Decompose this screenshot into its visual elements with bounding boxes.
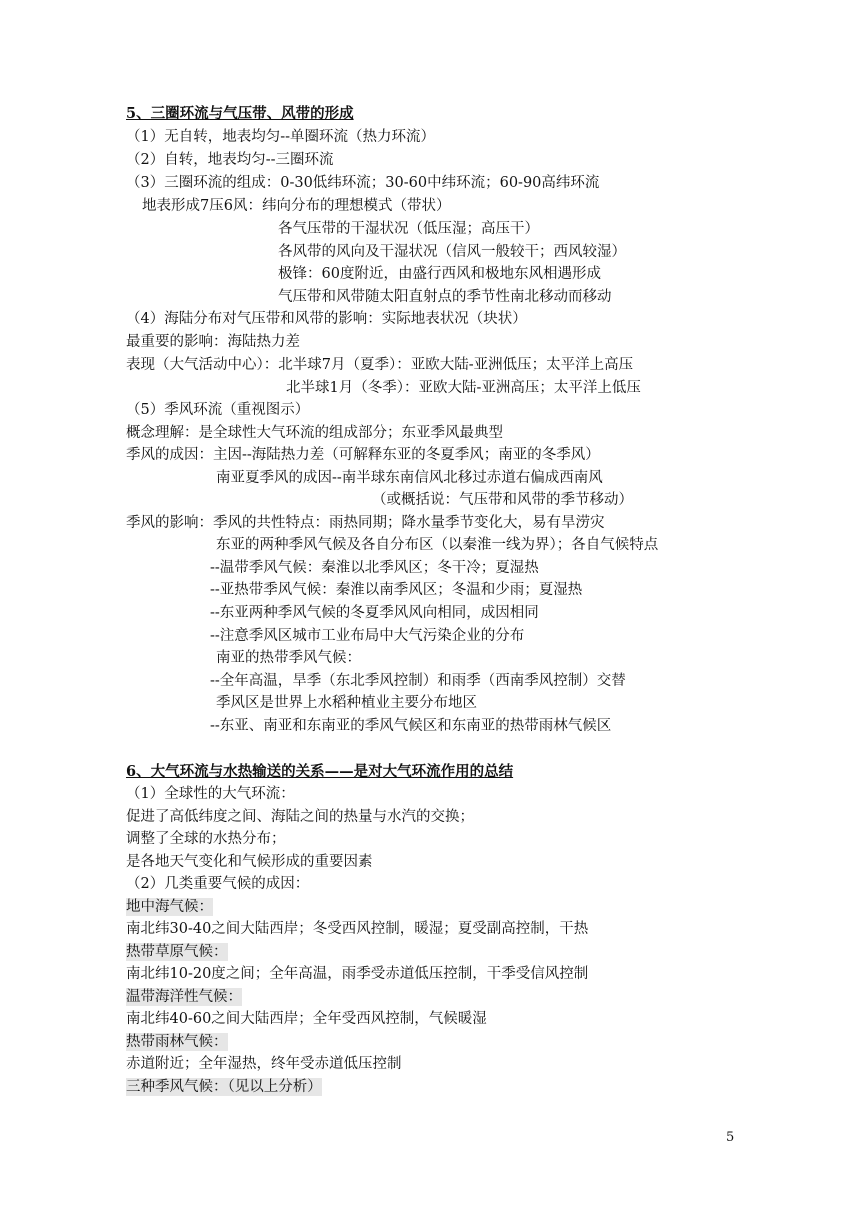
text-line: 赤道附近；全年湿热，终年受赤道低压控制 — [126, 1056, 402, 1072]
text-line: --东亚、南亚和东南亚的季风气候区和东南亚的热带雨林气候区 — [210, 718, 612, 734]
highlighted-label: 热带雨林气候： — [126, 1034, 228, 1050]
text-line: 是各地天气变化和气候形成的重要因素 — [126, 854, 373, 870]
text-line: --亚热带季风气候：秦淮以南季风区；冬温和少雨；夏湿热 — [210, 582, 583, 598]
text-line: 极锋：60度附近，由盛行西风和极地东风相遇形成 — [278, 266, 601, 282]
text-line: --东亚两种季风气候的冬夏季风风向相同，成因相同 — [210, 605, 539, 621]
text-line: 南亚夏季风的成因--南半球东南信风北移过赤道右偏成西南风 — [216, 470, 603, 486]
text-line: 概念理解：是全球性大气环流的组成部分；东亚季风最典型 — [126, 425, 503, 441]
text-line: 季风区是世界上水稻种植业主要分布地区 — [216, 695, 477, 711]
climate-label-highlight — [126, 897, 213, 917]
text-line: 气压带和风带随太阳直射点的季节性南北移动而移动 — [278, 289, 612, 305]
text-line: 北半球1月（冬季）：亚欧大陆-亚洲高压；太平洋上低压 — [286, 380, 641, 396]
text-line: 地表形成7压6风：纬向分布的理想模式（带状） — [142, 198, 451, 214]
text-line: 各气压带的干湿状况（低压湿；高压干） — [278, 221, 539, 237]
climate-label-highlight — [126, 1032, 228, 1052]
text-line: （5）季风环流（重视图示） — [126, 402, 310, 418]
section-6-heading: 6、大气环流与水热输送的关系——是对大气环流作用的总结 — [126, 763, 514, 780]
text-line: --全年高温，旱季（东北季风控制）和雨季（西南季风控制）交替 — [210, 673, 626, 689]
text-line: 各风带的风向及干湿状况（信风一般较干；西风较湿） — [278, 244, 626, 260]
text-line: 南亚的热带季风气候： — [216, 650, 361, 666]
text-line: 南北纬10-20度之间；全年高温，雨季受赤道低压控制，干季受信风控制 — [126, 966, 589, 982]
highlighted-label: 温带海洋性气候： — [126, 989, 242, 1005]
climate-label-highlight — [126, 987, 242, 1007]
section-5-heading: 5、三圈环流与气压带、风带的形成 — [126, 105, 354, 122]
text-line: 促进了高低纬度之间、海陆之间的热量与水汽的交换； — [126, 809, 474, 825]
text-line: （或概括说：气压带和风带的季节移动） — [372, 492, 633, 508]
text-line: （2）自转，地表均匀--三圈环流 — [126, 152, 334, 168]
text-line: 南北纬40-60之间大陆西岸；全年受西风控制，气候暖湿 — [126, 1011, 487, 1027]
highlighted-label: 热带草原气候： — [126, 944, 228, 960]
climate-label-highlight — [126, 1077, 322, 1097]
text-line: --注意季风区城市工业布局中大气污染企业的分布 — [210, 628, 525, 644]
text-line: 季风的成因：主因--海陆热力差（可解释东亚的冬夏季风；南亚的冬季风） — [126, 447, 600, 463]
text-line: --温带季风气候：秦淮以北季风区；冬干冷；夏湿热 — [210, 560, 539, 576]
highlighted-label: 地中海气候： — [126, 899, 213, 915]
text-line: （1）全球性的大气环流： — [126, 786, 295, 802]
text-line: 最重要的影响：海陆热力差 — [126, 334, 300, 350]
text-line: （3）三圈环流的组成：0-30低纬环流；30-60中纬环流；60-90高纬环流 — [126, 175, 600, 191]
text-line: 南北纬30-40之间大陆西岸；冬受西风控制，暖湿；夏受副高控制，干热 — [126, 921, 589, 937]
text-line: 东亚的两种季风气候及各自分布区（以秦淮一线为界）；各自气候特点 — [216, 537, 659, 553]
text-line: 季风的影响：季风的共性特点：雨热同期；降水量季节变化大，易有旱涝灾 — [126, 515, 605, 531]
text-line: 表现（大气活动中心）：北半球7月（夏季）：亚欧大陆-亚洲低压；太平洋上高压 — [126, 357, 634, 373]
text-line: （2）几类重要气候的成因： — [126, 876, 310, 892]
climate-label-highlight — [126, 942, 228, 962]
text-line: （1）无自转，地表均匀--单圈环流（热力环流） — [126, 129, 436, 145]
page-number: 5 — [726, 1130, 735, 1145]
highlighted-label: 三种季风气候：（见以上分析） — [126, 1079, 322, 1095]
text-line: 调整了全球的水热分布； — [126, 831, 286, 847]
text-line: （4）海陆分布对气压带和风带的影响：实际地表状况（块状） — [126, 311, 527, 327]
